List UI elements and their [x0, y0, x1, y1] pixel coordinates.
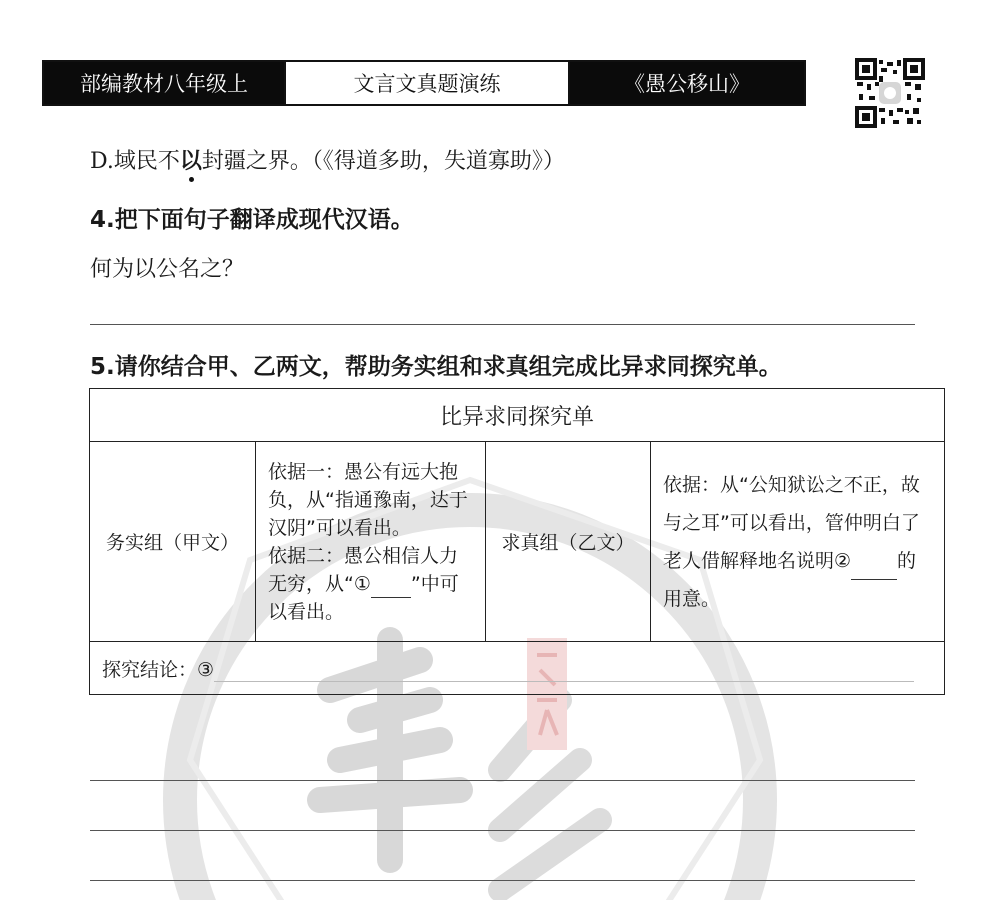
conclusion-row — [90, 642, 945, 695]
group1-basis-2: 依据二：愚公相信人力无穷，从“① ”中可以看出。 — [268, 544, 459, 623]
answer-line-3[interactable] — [90, 880, 915, 881]
qr-code-icon — [855, 58, 925, 128]
header-section: 文言文真题演练 — [284, 62, 570, 104]
answer-line-1[interactable] — [90, 780, 915, 781]
table-title: 比异求同探究单 — [90, 389, 945, 442]
blank-2[interactable] — [851, 560, 897, 580]
option-d-marked-char: 以 — [179, 148, 202, 174]
question-4-sentence: 何为以公名之？ — [90, 257, 245, 282]
answer-line-2[interactable] — [90, 830, 915, 831]
exploration-table — [89, 388, 945, 695]
option-d-before: D.域民不 — [90, 149, 180, 174]
header-lesson: 《愚公移山》 — [570, 62, 804, 104]
question-4-title: 4.把下面句子翻译成现代汉语。 — [90, 207, 414, 233]
group2-label: 求真组（乙文） — [486, 442, 651, 642]
blank-3[interactable] — [214, 662, 914, 682]
blank-1[interactable] — [371, 578, 411, 598]
header-grade: 部编教材八年级上 — [44, 62, 284, 104]
answer-line-q4[interactable] — [90, 324, 915, 325]
conclusion-label: 探究结论：③ — [102, 658, 215, 681]
option-d — [90, 144, 565, 175]
option-d-after: 封疆之界。（《得道多助，失道寡助》） — [201, 149, 565, 174]
group1-label: 务实组（甲文） — [90, 442, 256, 642]
question-5-title: 5.请你结合甲、乙两文，帮助务实组和求真组完成比异求同探究单。 — [90, 354, 782, 380]
group1-basis-1: 依据一：愚公有远大抱负，从“指通豫南，达于汉阴”可以看出。 — [268, 460, 468, 539]
worksheet-header — [42, 60, 806, 106]
group1-evidence — [256, 442, 486, 642]
group2-evidence: 依据：从“公知狱讼之不正，故与之耳”可以看出，管仲明白了老人借解释地名说明② 的用意。 — [651, 442, 945, 642]
